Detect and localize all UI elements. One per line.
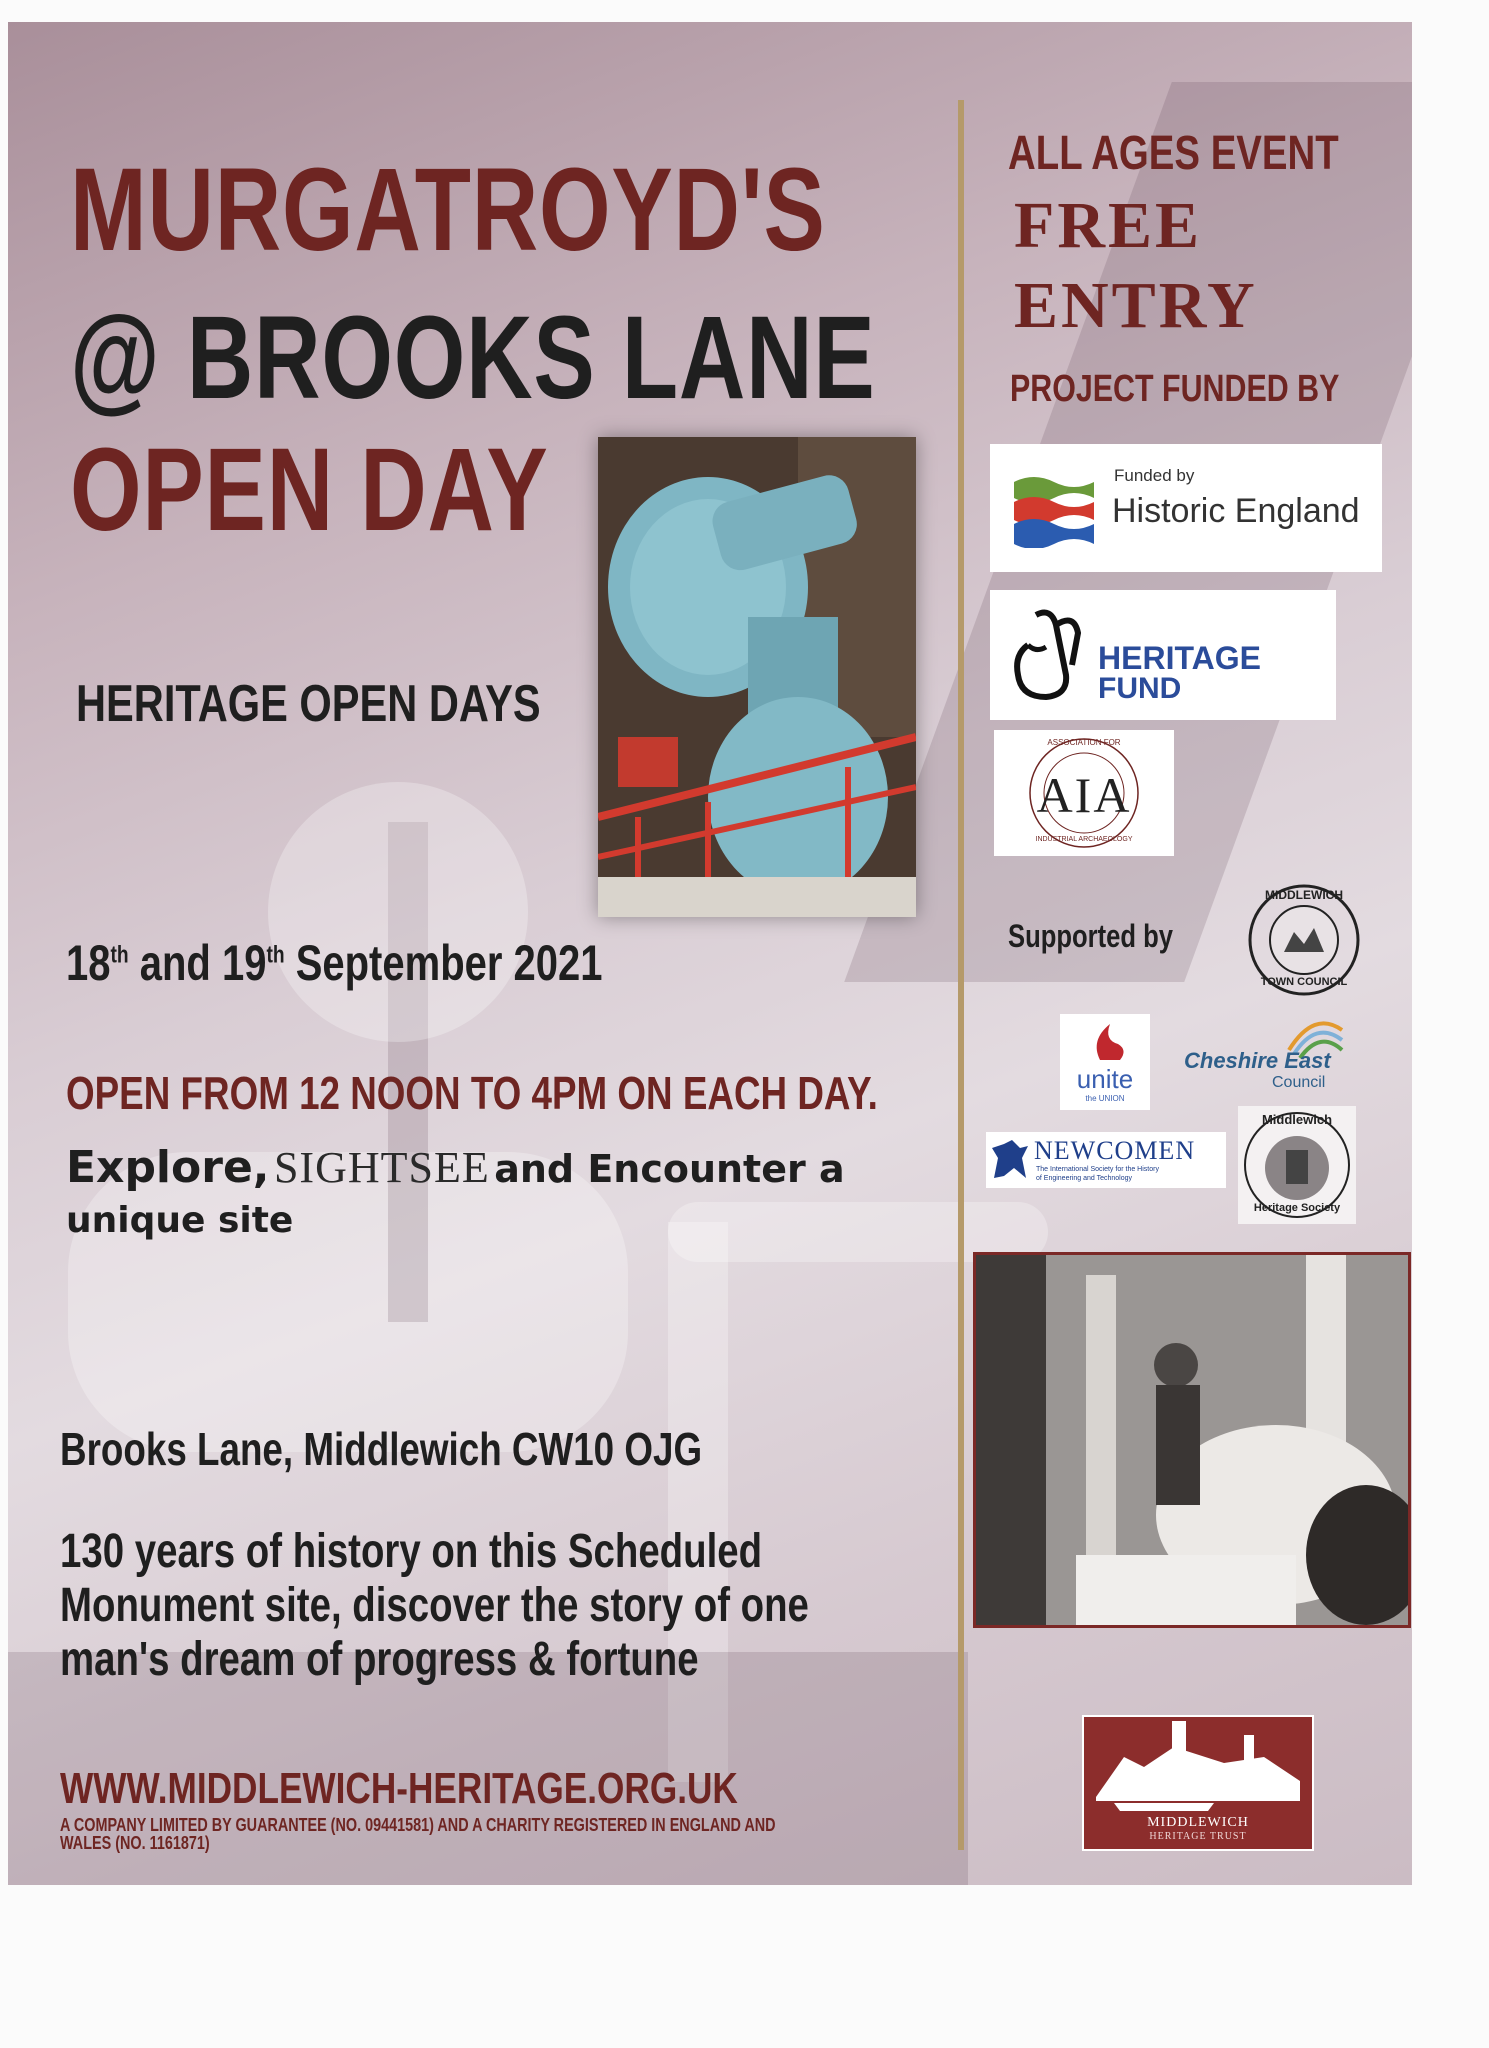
- archive-photo-illustration: [976, 1255, 1408, 1625]
- cheshire-east-text: Cheshire East: [1184, 1048, 1331, 1073]
- aia-logo: [994, 730, 1174, 856]
- project-funded-by: PROJECT FUNDED BY: [1010, 368, 1340, 410]
- newcomen-text: NEWCOMEN: [1034, 1136, 1196, 1165]
- all-ages-event: ALL AGES EVENT: [1008, 127, 1339, 180]
- history-line-2: Monument site, discover the story of one: [60, 1579, 809, 1632]
- history-line-3: man's dream of progress & fortune: [60, 1633, 699, 1686]
- heritage-open-days: HERITAGE OPEN DAYS: [76, 675, 541, 733]
- heritage-society-bottom: Heritage Society: [1253, 1202, 1341, 1214]
- historic-england-small: Funded by: [1114, 466, 1195, 485]
- engine-illustration: [598, 437, 916, 917]
- unite-logo: [1060, 1014, 1150, 1110]
- cheshire-council-text: Council: [1272, 1074, 1326, 1091]
- free-label: FREE: [1014, 189, 1203, 262]
- history-line-1: 130 years of history on this Scheduled: [60, 1525, 763, 1578]
- date-month-year: September 2021: [284, 935, 603, 991]
- heritage-trust-illustration: [1084, 1717, 1312, 1817]
- unique-site-line: unique site: [66, 1200, 294, 1241]
- date-ordinal-1: th: [110, 941, 129, 969]
- legal-line-1: A COMPANY LIMITED BY GUARANTEE (NO. 09441581) AND A CHARITY REGISTERED IN ENGLAND AND: [60, 1815, 776, 1835]
- heritage-trust-line-2: HERITAGE TRUST: [1149, 1831, 1247, 1842]
- website-link[interactable]: WWW.MIDDLEWICH-HERITAGE.ORG.UK: [60, 1764, 738, 1813]
- heritage-trust-line-1: MIDDLEWICH: [1147, 1815, 1249, 1830]
- entry-label: ENTRY: [1014, 269, 1258, 342]
- heritage-society-logo: [1238, 1106, 1356, 1224]
- heritage-society-top: Middlewich: [1261, 1112, 1333, 1127]
- date-day-2: and 19: [128, 935, 267, 991]
- supported-by: Supported by: [1008, 918, 1173, 954]
- date-ordinal-2: th: [266, 941, 285, 969]
- explore-line: [66, 1142, 845, 1193]
- town-council-seal: [1244, 880, 1364, 1000]
- title-line-3: OPEN DAY: [70, 424, 549, 556]
- background-wheel: [268, 782, 528, 1042]
- newcomen-logo: [986, 1132, 1226, 1188]
- town-council-bottom: TOWN COUNCIL: [1260, 976, 1348, 988]
- heritage-trust-logo: [1082, 1715, 1314, 1851]
- date-day-1: 18: [66, 935, 111, 991]
- aia-ring-bottom: INDUSTRIAL ARCHAEOLOGY: [1035, 836, 1133, 843]
- newcomen-lion-icon: [990, 1138, 1030, 1182]
- heritage-fund-line-1: HERITAGE: [1098, 640, 1261, 676]
- crossed-fingers-icon: [1006, 605, 1098, 705]
- unite-sub: the UNION: [1085, 1094, 1125, 1103]
- encounter-word: and Encounter a: [494, 1147, 845, 1191]
- poster: [8, 22, 1412, 1885]
- archive-photo: [973, 1252, 1411, 1628]
- heritage-fund-line-2: FUND: [1098, 672, 1182, 705]
- cheshire-east-logo: [1180, 1010, 1360, 1100]
- aia-ring-top: ASSOCIATION FOR: [1047, 738, 1121, 747]
- newcomen-sub-2: of Engineering and Technology: [1036, 1175, 1133, 1182]
- newcomen-sub-1: The International Society for the History: [1036, 1166, 1159, 1173]
- title-line-2: @ BROOKS LANE: [70, 292, 876, 424]
- heritage-fund-logo: [990, 590, 1336, 720]
- historic-england-logo: [990, 444, 1382, 572]
- address: Brooks Lane, Middlewich CW10 OJG: [60, 1423, 703, 1475]
- unite-text: unite: [1076, 1064, 1134, 1094]
- background-tank: [68, 1152, 628, 1452]
- title-line-1: MURGATROYD'S: [70, 144, 826, 276]
- unite-flame-icon: [1090, 1020, 1130, 1064]
- explore-word: Explore,: [66, 1142, 270, 1193]
- opening-hours: OPEN FROM 12 NOON TO 4PM ON EACH DAY.: [66, 1067, 878, 1119]
- vertical-divider: [958, 100, 964, 1850]
- sightsee-word: SIGHTSEE: [273, 1143, 490, 1192]
- event-dates: [66, 934, 603, 992]
- legal-line-2: WALES (NO. 1161871): [60, 1833, 210, 1853]
- engine-photo: [598, 437, 916, 917]
- town-council-top: MIDDLEWICH: [1265, 888, 1343, 902]
- aia-text: AIA: [1036, 767, 1132, 823]
- historic-england-name: Historic England: [1112, 492, 1360, 530]
- historic-england-icon: [1014, 468, 1094, 548]
